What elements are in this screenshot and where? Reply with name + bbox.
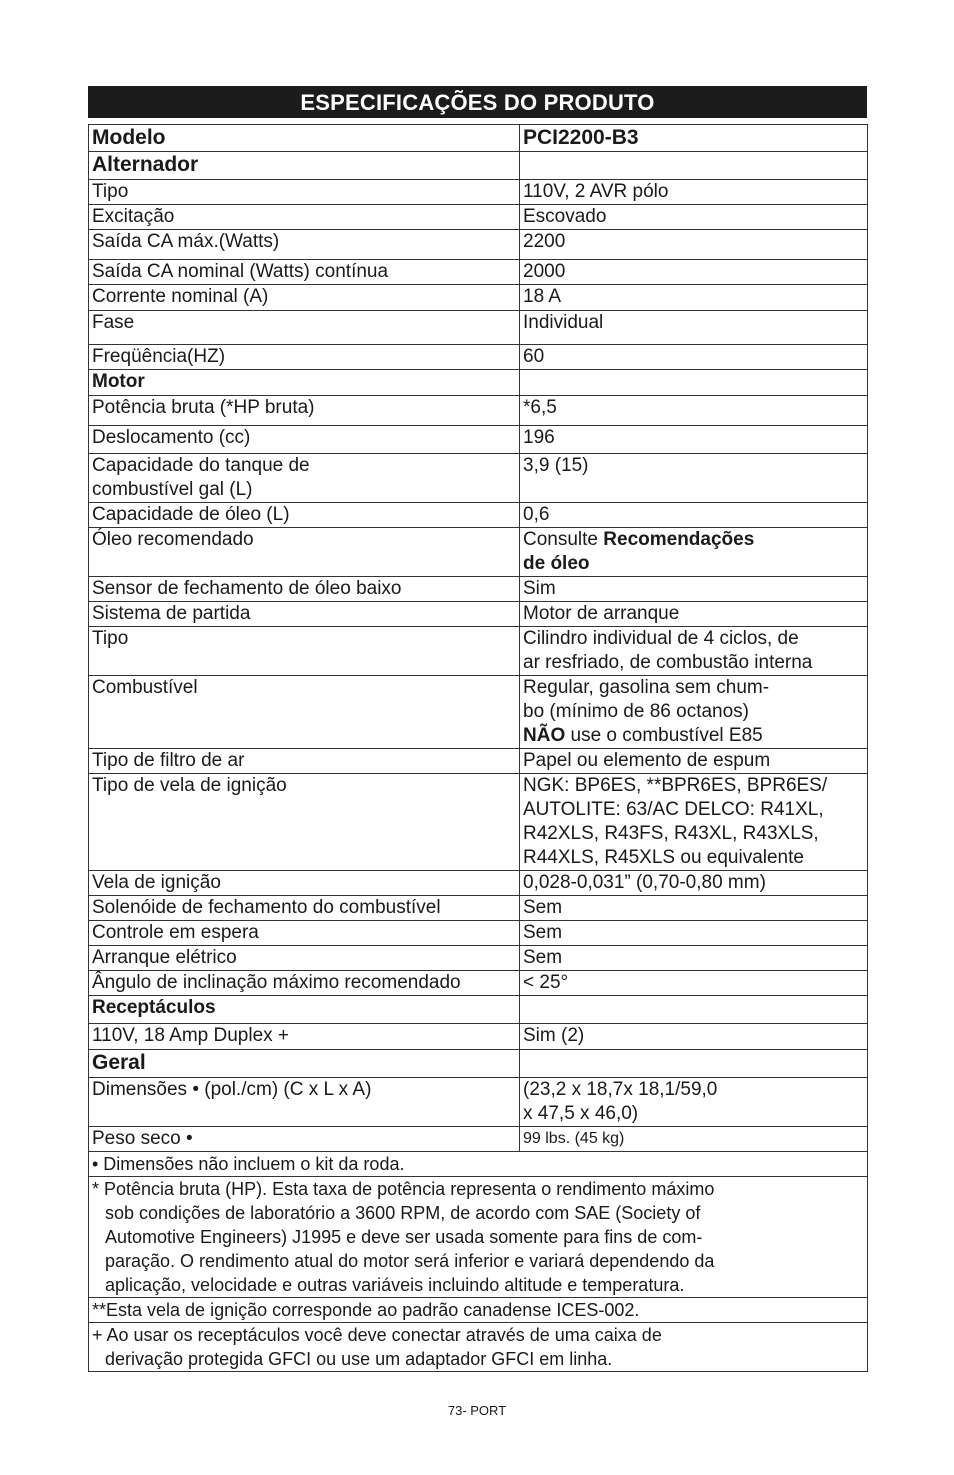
table-row [89, 311, 868, 345]
spec-label: Capacidade de óleo (L) [89, 503, 520, 528]
spec-value: Sem [520, 946, 868, 971]
table-row [89, 396, 868, 426]
table-row [89, 921, 868, 946]
value-line: NGK: BP6ES, **BPR6ES, BPR6ES/ [523, 775, 828, 796]
table-row [89, 285, 868, 311]
spec-value: 0,028-0,031” (0,70-0,80 mm) [520, 871, 868, 896]
table-row [89, 774, 868, 871]
note-text: • Dimensões não incluem o kit da roda. [89, 1152, 868, 1177]
spec-value: 18 A [520, 285, 868, 311]
table-row [89, 676, 868, 749]
spec-label: Saída CA máx.(Watts) [89, 230, 520, 260]
spec-value: Papel ou elemento de espum [520, 749, 868, 774]
spec-value: Sem [520, 921, 868, 946]
spec-label: Vela de ignição [89, 871, 520, 896]
model-label: Modelo [89, 125, 520, 152]
note-text: **Esta vela de ignição corresponde ao padrão canadense ICES-002. [89, 1298, 868, 1323]
value-line: AUTOLITE: 63/AC DELCO: R41XL, [523, 799, 824, 820]
spec-label: Corrente nominal (A) [89, 285, 520, 311]
spec-label: Solenóide de fechamento do combustível [89, 896, 520, 921]
spec-value: Sem [520, 896, 868, 921]
note-text [89, 1177, 868, 1298]
value-line: x 47,5 x 46,0) [523, 1103, 639, 1124]
table-row [89, 627, 868, 676]
note-line: aplicação, velocidade e outras variáveis incluindo altitude e temperatura. [105, 1275, 685, 1295]
section-row-receptacles [89, 996, 868, 1024]
spec-label: Potência bruta (*HP bruta) [89, 396, 520, 426]
table-row [89, 426, 868, 454]
model-value: PCI2200-B3 [520, 125, 868, 152]
spec-value [520, 1078, 868, 1127]
note-row-dimensions [89, 1152, 868, 1177]
spec-label: Tipo [89, 180, 520, 205]
value-bold-text: NÃO [523, 725, 566, 746]
note-line: + Ao usar os receptáculos você deve conectar através de uma caixa de [92, 1325, 662, 1345]
note-text [89, 1323, 868, 1372]
spec-label: 110V, 18 Amp Duplex + [89, 1024, 520, 1050]
spec-label: Controle em espera [89, 921, 520, 946]
page-number: 73- PORT [447, 1403, 507, 1418]
section-row-motor [89, 370, 868, 396]
table-row [89, 205, 868, 230]
spec-value [520, 774, 868, 871]
table-row [89, 260, 868, 285]
spec-page [88, 86, 867, 1372]
table-row [89, 577, 868, 602]
spec-value: 99 lbs. (45 kg) [520, 1127, 868, 1152]
table-row [89, 946, 868, 971]
note-line: derivação protegida GFCI ou use um adaptador GFCI em linha. [105, 1349, 613, 1369]
table-row [89, 503, 868, 528]
section-row-general [89, 1050, 868, 1078]
section-title: Receptáculos [89, 996, 520, 1024]
section-title: Motor [89, 370, 520, 396]
value-line: Cilindro individual de 4 ciclos, de [523, 628, 799, 649]
section-row-alternator [89, 152, 868, 180]
table-row [89, 454, 868, 503]
value-line: Regular, gasolina sem chum- [523, 677, 770, 698]
spec-value [520, 676, 868, 749]
value-bold-text: de óleo [523, 553, 590, 574]
spec-label: Freqüência(HZ) [89, 345, 520, 370]
table-row [89, 1024, 868, 1050]
table-row [89, 345, 868, 370]
spec-label-line: combustível gal (L) [92, 479, 253, 500]
spec-label: Sensor de fechamento de óleo baixo [89, 577, 520, 602]
spec-label: Arranque elétrico [89, 946, 520, 971]
table-row [89, 971, 868, 996]
spec-label: Sistema de partida [89, 602, 520, 627]
note-line: paração. O rendimento atual do motor será inferior e variará dependendo da [105, 1251, 715, 1271]
spec-value: < 25° [520, 971, 868, 996]
spec-label: Óleo recomendado [89, 528, 520, 577]
note-row-spark-plug [89, 1298, 868, 1323]
note-row-hp [89, 1177, 868, 1298]
value-line: bo (mínimo de 86 octanos) [523, 701, 750, 722]
table-header-row [89, 125, 868, 152]
spec-value: Sim [520, 577, 868, 602]
spec-value [520, 627, 868, 676]
table-row [89, 230, 868, 260]
table-row [89, 602, 868, 627]
spec-label: Peso seco • [89, 1127, 520, 1152]
spec-value: 2200 [520, 230, 868, 260]
spec-table [88, 124, 868, 1372]
spec-label: Saída CA nominal (Watts) contínua [89, 260, 520, 285]
spec-label: Tipo [89, 627, 520, 676]
value-bold-text: Recomendações [603, 529, 755, 550]
page-title: ESPECIFICAÇÕES DO PRODUTO [88, 86, 867, 118]
spec-value: 3,9 (15) [520, 454, 868, 503]
section-title: Alternador [89, 152, 520, 180]
note-line: sob condições de laboratório a 3600 RPM, de acordo com SAE (Society of [105, 1203, 701, 1223]
spec-label [89, 454, 520, 503]
spec-value: Motor de arranque [520, 602, 868, 627]
note-line: * Potência bruta (HP). Esta taxa de potência representa o rendimento máximo [92, 1179, 715, 1199]
table-row [89, 528, 868, 577]
spec-value: 110V, 2 AVR pólo [520, 180, 868, 205]
spec-value: Escovado [520, 205, 868, 230]
note-row-gfci [89, 1323, 868, 1372]
table-row [89, 749, 868, 774]
table-row [89, 1078, 868, 1127]
spec-value: 196 [520, 426, 868, 454]
spec-value: Sim (2) [520, 1024, 868, 1050]
value-line: (23,2 x 18,7x 18,1/59,0 [523, 1079, 718, 1100]
spec-value: 0,6 [520, 503, 868, 528]
value-line: ar resfriado, de combustão interna [523, 652, 813, 673]
value-line: R42XLS, R43FS, R43XL, R43XLS, [523, 823, 819, 844]
spec-value: 2000 [520, 260, 868, 285]
table-row [89, 180, 868, 205]
note-line: Automotive Engineers) J1995 e deve ser usada somente para fins de com- [105, 1227, 703, 1247]
spec-value: 60 [520, 345, 868, 370]
spec-value: *6,5 [520, 396, 868, 426]
value-text: Consulte [523, 529, 604, 550]
section-title: Geral [89, 1050, 520, 1078]
spec-label: Tipo de filtro de ar [89, 749, 520, 774]
spec-label-line: Capacidade do tanque de [92, 455, 310, 476]
spec-label: Dimensões • (pol./cm) (C x L x A) [89, 1078, 520, 1127]
spec-value [520, 528, 868, 577]
spec-label: Tipo de vela de ignição [89, 774, 520, 871]
value-text: use o combustível E85 [565, 725, 763, 746]
spec-label: Fase [89, 311, 520, 345]
value-line: R44XLS, R45XLS ou equivalente [523, 847, 804, 868]
spec-label: Excitação [89, 205, 520, 230]
spec-label: Ângulo de inclinação máximo recomendado [89, 971, 520, 996]
table-row [89, 896, 868, 921]
spec-label: Combustível [89, 676, 520, 749]
table-row [89, 1127, 868, 1152]
spec-label: Deslocamento (cc) [89, 426, 520, 454]
table-row [89, 871, 868, 896]
spec-value: Individual [520, 311, 868, 345]
